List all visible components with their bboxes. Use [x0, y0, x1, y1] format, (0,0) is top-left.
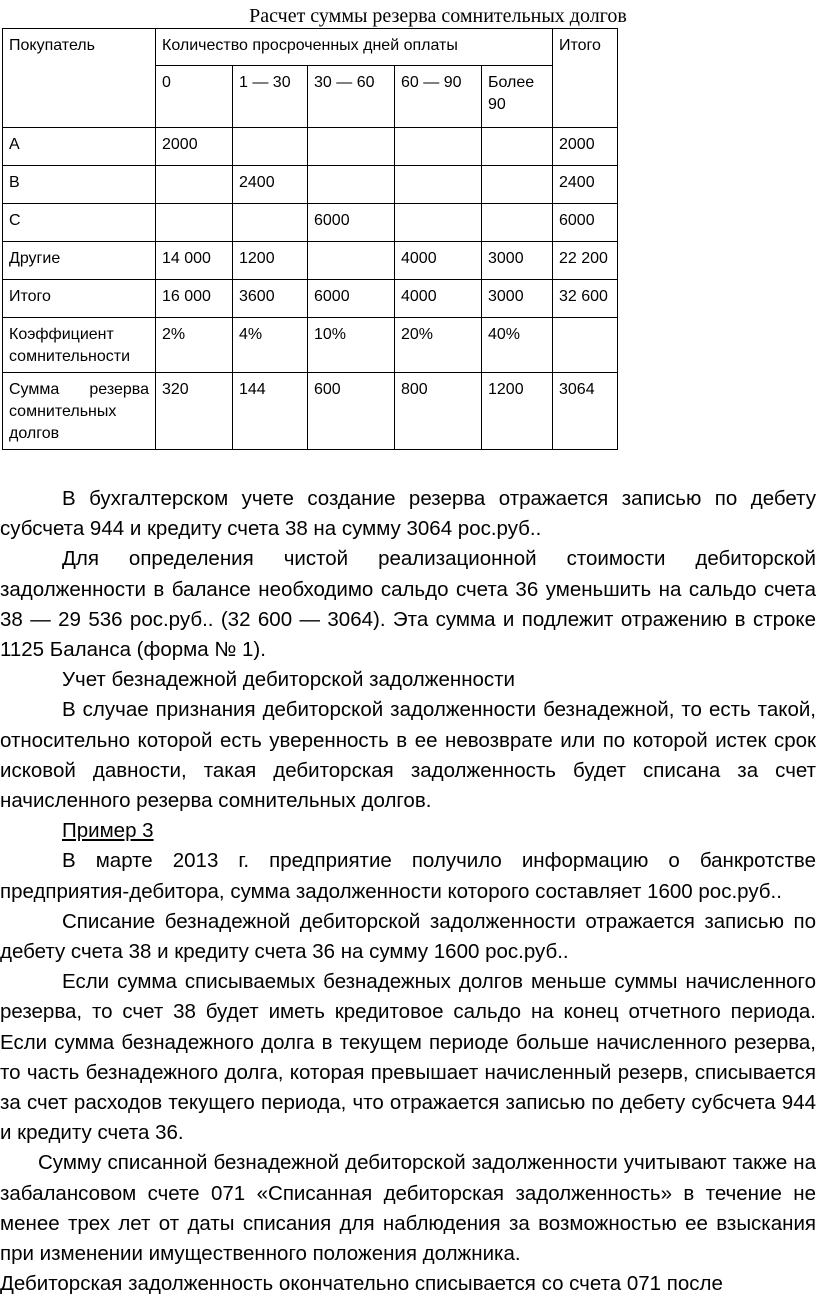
- header-bin: 30 — 60: [308, 66, 395, 128]
- reserve-table: [2, 28, 618, 450]
- paragraph: Для определения чистой реализационной стоимости дебиторской задолженности в балансе необходимо сальдо счета 36 уменьшить на сальдо счета 38 — 29 536 рос.руб.. (32 600 — 3064). Эта сумма и подлежит отражению в строке 1125 Баланса (форма № 1).: [0, 547, 816, 662]
- paragraph: Дебиторская задолженность окончательно списывается со счета 071 после: [0, 1272, 723, 1296]
- table-row: [3, 373, 618, 450]
- table-cell: 800: [395, 373, 482, 450]
- header-total: Итого: [553, 29, 618, 128]
- table-row: [3, 204, 618, 242]
- table-cell: 2400: [553, 166, 618, 204]
- table-cell: 40%: [482, 318, 553, 373]
- header-bin: Более 90: [482, 66, 553, 128]
- table-cell: [553, 318, 618, 373]
- table-cell: 4000: [395, 242, 482, 280]
- example-heading-text: Пример 3: [62, 819, 154, 843]
- section-heading: Учет безнадежной дебиторской задолженности: [62, 668, 516, 692]
- paragraph: В бухгалтерском учете создание резерва отражается записью по дебету субсчета 944 и кредиту счета 38 на сумму 3064 рос.руб..: [0, 487, 816, 541]
- paragraph: Сумму списанной безнадежной дебиторской задолженности учитывают также на забалансовом счете 071 «Списанная дебиторская задолженность» в течение не менее трех лет от даты списания для наблюдения за возможностью ее взыскания при изменении имущественного положения должника.: [0, 1151, 816, 1266]
- row-label: B: [3, 166, 156, 204]
- table-row: [3, 318, 618, 373]
- table-cell: 20%: [395, 318, 482, 373]
- row-label: A: [3, 128, 156, 166]
- table-cell: 6000: [308, 280, 395, 318]
- row-label: Сумма резерва сомнительных долгов: [3, 373, 156, 450]
- table-cell: 6000: [308, 204, 395, 242]
- table-cell: 2400: [233, 166, 308, 204]
- example-heading: [0, 816, 816, 846]
- table-cell: [156, 204, 233, 242]
- table-cell: 1200: [233, 242, 308, 280]
- table-cell: 600: [308, 373, 395, 450]
- table-title: Расчет суммы резерва сомнительных долгов: [249, 5, 627, 27]
- table-cell: 10%: [308, 318, 395, 373]
- table-cell: 22 200: [553, 242, 618, 280]
- table-cell: [482, 128, 553, 166]
- row-label: Коэффициент сомнительности: [3, 318, 156, 373]
- table-cell: [395, 128, 482, 166]
- table-cell: 1200: [482, 373, 553, 450]
- table-cell: 144: [233, 373, 308, 450]
- header-bin: 0: [156, 66, 233, 128]
- table-cell: [482, 204, 553, 242]
- table-cell: 4000: [395, 280, 482, 318]
- paragraph: В случае признания дебиторской задолженности безнадежной, то есть такой, относительно которой есть уверенность в ее невозврате или по которой истек срок исковой давности, такая дебиторская задолженность будет списана за счет начисленного резерва сомнительных долгов.: [0, 698, 816, 813]
- table-cell: [395, 204, 482, 242]
- table-cell: 320: [156, 373, 233, 450]
- table-cell: 3000: [482, 280, 553, 318]
- header-buyer: Покупатель: [3, 29, 156, 128]
- paragraph: Если сумма списываемых безнадежных долгов меньше суммы начисленного резерва, то счет 38 будет иметь кредитовое сальдо на конец отчетного периода. Если сумма безнадежного долга в текущем периоде больше начисленного резерва, то часть безнадежного долга, которая превышает начисленный резерв, списывается за счет расходов текущего периода, что отражается записью по дебету субсчета 944 и кредиту счета 36.: [0, 970, 816, 1145]
- table-cell: 2%: [156, 318, 233, 373]
- body-text: [0, 484, 816, 1299]
- table-cell: 3064: [553, 373, 618, 450]
- row-label: Итого: [3, 280, 156, 318]
- table-cell: [156, 166, 233, 204]
- header-days-group: Количество просроченных дней оплаты: [156, 29, 553, 66]
- table-cell: [233, 128, 308, 166]
- table-row: [3, 280, 618, 318]
- table-cell: 16 000: [156, 280, 233, 318]
- row-label: Другие: [3, 242, 156, 280]
- table-cell: [482, 166, 553, 204]
- table-cell: 2000: [553, 128, 618, 166]
- table-row: [3, 166, 618, 204]
- header-bin: 1 — 30: [233, 66, 308, 128]
- table-row: [3, 242, 618, 280]
- table-cell: [308, 242, 395, 280]
- row-label: C: [3, 204, 156, 242]
- table-cell: 14 000: [156, 242, 233, 280]
- table-row: [3, 128, 618, 166]
- table-cell: [308, 166, 395, 204]
- table-cell: 32 600: [553, 280, 618, 318]
- table-cell: [395, 166, 482, 204]
- table-cell: [308, 128, 395, 166]
- table-cell: 4%: [233, 318, 308, 373]
- paragraph: Списание безнадежной дебиторской задолженности отражается записью по дебету счета 38 и кредиту счета 36 на сумму 1600 рос.руб..: [0, 909, 816, 964]
- table-cell: [233, 204, 308, 242]
- table-cell: 3000: [482, 242, 553, 280]
- table-cell: 3600: [233, 280, 308, 318]
- header-bin: 60 — 90: [395, 66, 482, 128]
- paragraph: В марте 2013 г. предприятие получило информацию о банкротстве предприятия-дебитора, сумма задолженности которого составляет 1600 рос.руб..: [0, 849, 816, 903]
- table-header-row: [3, 29, 618, 66]
- table-cell: 2000: [156, 128, 233, 166]
- table-cell: 6000: [553, 204, 618, 242]
